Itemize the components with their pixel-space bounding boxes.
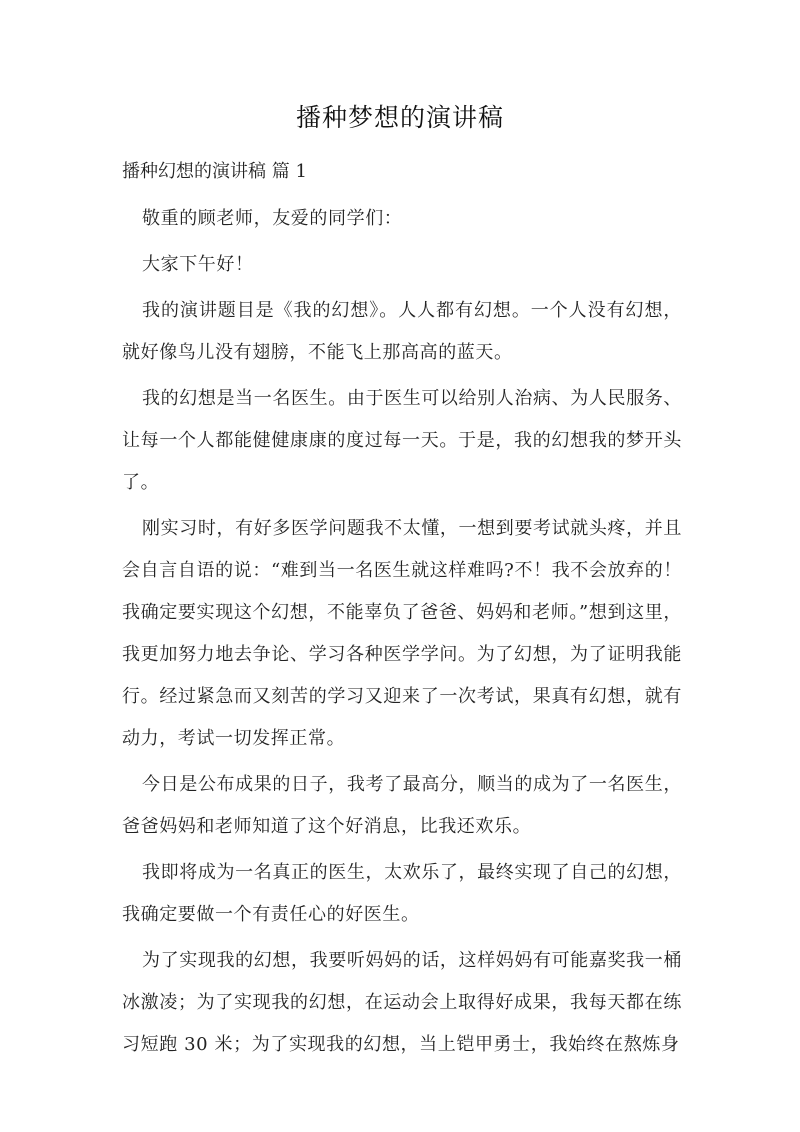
paragraph-hello: 大家下午好！ bbox=[142, 254, 254, 275]
paragraph-study: 刚实习时，有好多医学问题我不太懂，一想到要考试就头疼，并且会自言自语的说：“难到当一名医生就这样难吗?不！我不会放弃的！我确定要实现这个幻想，不能辜负了爸爸、妈妈和老师。”想到这里，我更加努力地去争论、学习各种医学学问。为了幻想，为了证明我能行。经过紧急而又刻苦的学习又迎来了一次考试，果真有幻想，就有动力，考试一切发挥正常。 bbox=[122, 518, 682, 749]
paragraph-dream: 我的幻想是当一名医生。由于医生可以给别人治病、为人民服务、让每一个人都能健健康康的度过每一天。于是，我的幻想我的梦开头了。 bbox=[122, 388, 682, 493]
paragraph-topic: 我的演讲题目是《我的幻想》。人人都有幻想。一个人没有幻想，就好像鸟儿没有翅膀，不能飞上那高高的蓝天。 bbox=[122, 300, 682, 363]
document-title: 播种梦想的演讲稿 bbox=[295, 103, 504, 132]
document-body bbox=[122, 198, 682, 1070]
paragraph-greeting: 敬重的顾老师，友爱的同学们： bbox=[142, 208, 403, 229]
paragraph-effort: 为了实现我的幻想，我要听妈妈的话，这样妈妈有可能嘉奖我一桶冰激凌；为了实现我的幻想，在运动会上取得好成果，我每天都在练习短跑 30 米；为了实现我的幻想，当上铠甲勇士，我始终在熬炼身 bbox=[122, 950, 682, 1055]
paragraph-result: 今日是公布成果的日子，我考了最高分，顺当的成为了一名医生，爸爸妈妈和老师知道了这个好消息，比我还欢乐。 bbox=[122, 774, 682, 837]
document-subtitle: 播种幻想的演讲稿 篇 1 bbox=[122, 161, 307, 182]
paragraph-doctor: 我即将成为一名真正的医生，太欢乐了，最终实现了自己的幻想，我确定要做一个有责任心的好医生。 bbox=[122, 862, 682, 925]
